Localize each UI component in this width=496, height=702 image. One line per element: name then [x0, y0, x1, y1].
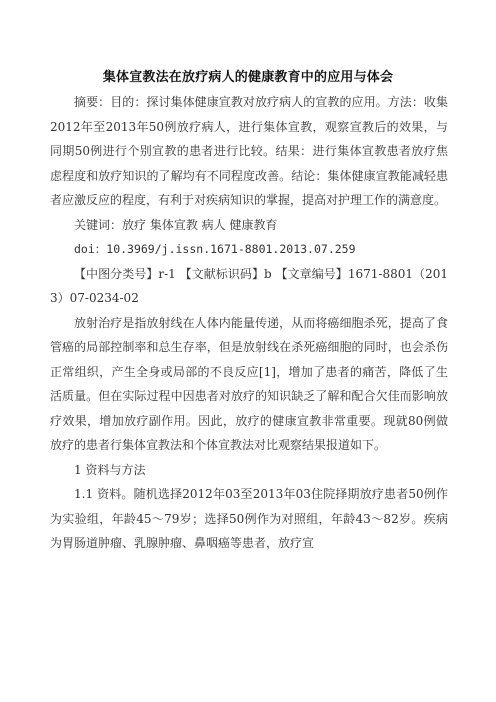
keywords-paragraph: 关键词：放疗 集体宣教 病人 健康教育: [74, 217, 278, 232]
document-title: 集体宣教法在放疗病人的健康教育中的应用与体会: [102, 70, 394, 85]
section-1-1-paragraph: 1.1 资料。随机选择2012年03至2013年03住院择期放疗患者50例作为实验组，年龄45～79岁；选择50例作为对照组，年龄43～82岁。疾病为胃肠道肿瘤、乳腺肿瘤、鼻咽癌等患者，放疗宣: [50, 487, 448, 550]
document-body: [50, 90, 448, 556]
doi-paragraph: doi：10.3969/j.issn.1671-8801.2013.07.259: [74, 242, 356, 256]
abstract-paragraph: 摘要：目的：探讨集体健康宣教对放疗病人的宣教的应用。方法：收集2012年至2013年50例放疗病人，进行集体宣教，观察宣教后的效果，与同期50例进行个别宣教的患者进行比较。结果：进行集体宣教患者放疗焦虑程度和放疗知识的了解均有不同程度改善。结论：集体健康宣教能减轻患者应激反应的程度，有利于对疾病知识的掌握，提高对护理工作的满意度。: [50, 95, 448, 207]
section-heading: 1 资料与方法: [74, 462, 146, 477]
classification-paragraph: 【中图分类号】r-1 【文献标识码】b 【文章编号】1671-8801（2013）07-0234-02: [50, 266, 448, 305]
intro-paragraph: 放射治疗是指放射线在人体内能量传递，从而将癌细胞杀死，提高了食管癌的局部控制率和总生存率，但是放射线在杀死癌细胞的同时，也会杀伤正常组织，产生全身或局部的不良反应[1]，增加了患者的痛苦，降低了生活质量。但在实际过程中因患者对放疗的知识缺乏了解和配合欠佳而影响放疗效果，增加放疗副作用。因此，放疗的健康宣教非常重要。现就80例做放疗的患者行集体宣教法和个体宣教法对比观察结果报道如下。: [50, 315, 448, 452]
